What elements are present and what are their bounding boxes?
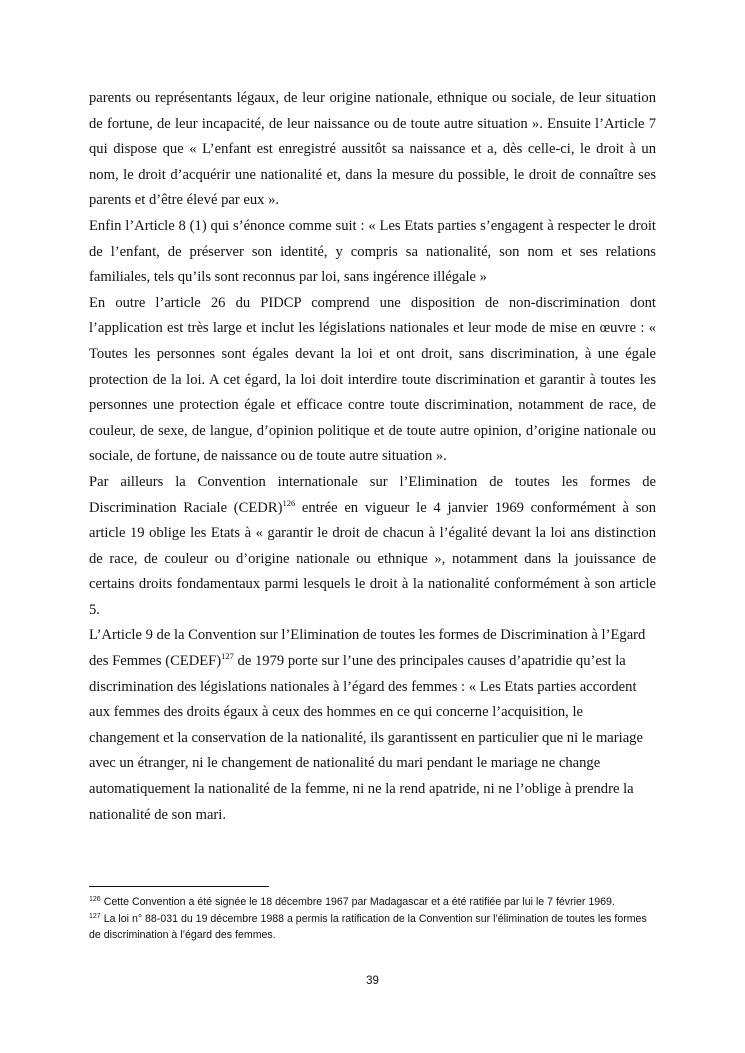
body-text <box>89 86 656 828</box>
footnotes <box>89 894 656 944</box>
paragraph-cedef <box>89 623 656 828</box>
footnote-separator <box>89 886 269 887</box>
footnote-127 <box>89 911 656 944</box>
cedr-text-end: entrée en vigueur le 4 janvier 1969 conformément à son article 19 oblige les Etats à « garantir le droit de chacun à l’égalité devant la loi ans distinction de race, de couleur ou d’origine nationale ou ethnique », notamment dans la jouissance de certains droits fondamentaux parmi lesquels le droit à la nationalité conformément à son article 5. <box>89 499 656 618</box>
cedef-text-end: de 1979 porte sur l’une des principales causes d’apatridie qu’est la discrimination des législations nationales à l’égard des femmes : « Les Etats parties accordent aux femmes des droits égaux à ceux des hommes en ce qui concerne l’acquisition, le changement et la conservation de la nationalité, ils garantissent en particulier que ni le mariage avec un étranger, ni le changement de nationalité du mari pendant le mariage ne change automatiquement la nationalité de la femme, ni ne la rend apatride, ni ne l’oblige à prendre la nationalité de son mari. <box>89 653 643 823</box>
page-number: 39 <box>366 975 379 987</box>
footnote-number: 126 <box>89 896 101 903</box>
cedr-text-start: Par ailleurs la Convention internationale sur l’Elimination de toutes les formes de Discrimination Raciale (CEDR) <box>89 473 656 516</box>
footnote-number: 127 <box>89 912 101 920</box>
footnote-text: La loi n° 88-031 du 19 décembre 1988 a permis la ratification de la Convention sur l’élimination de toutes les formes de discrimination à l’égard des femmes. <box>89 912 647 941</box>
footnote-ref-127: 127 <box>221 651 234 662</box>
paragraph-article-8: Enfin l’Article 8 (1) qui s’énonce comme suit : « Les Etats parties s’engagent à respecter le droit de l’enfant, de préserver son identité, y compris sa nationalité, son nom et ses relations familiales, tels qu’ils sont reconnus par loi, sans ingérence illégale » <box>89 217 656 286</box>
paragraph-cedr <box>89 470 656 624</box>
footnote-text: Cette Convention a été signée le 18 décembre 1967 par Madagascar et a été ratifiée par lui le 7 février 1969. <box>103 896 615 908</box>
paragraph-article-7: parents ou représentants légaux, de leur origine nationale, ethnique ou sociale, de leur situation de fortune, de leur incapacité, de leur naissance ou de toute autre situation ». Ensuite l’Article 7 qui dispose que « L’enfant est enregistré aussitôt sa naissance et a, dès celle-ci, le droit à un nom, le droit d’acquérir une nationalité et, dans la mesure du possible, le droit de connaître ses parents et d’être élevé par eux ». <box>89 90 656 209</box>
paragraph-pidcp-article-26: En outre l’article 26 du PIDCP comprend une disposition de non-discrimination dont l’application est très large et inclut les législations nationales et leur mode de mise en œuvre : « Toutes les personnes sont égales devant la loi et ont droit, sans discrimination, à une égale protection de la loi. A cet égard, la loi doit interdire toute discrimination et garantir à toutes les personnes une protection égale et efficace contre toute discrimination, notamment de race, de couleur, de sexe, de langue, d’opinion politique et de toute autre opinion, d’origine nationale ou sociale, de fortune, de naissance ou de toute autre situation ». <box>89 294 656 465</box>
footnote-126 <box>89 894 656 911</box>
footnote-ref-126: 126 <box>282 497 296 508</box>
cedef-text-start: L’Article 9 de la Convention sur l’Elimination de toutes les formes de Discrimination à l’Egard des Femmes (CEDEF) <box>89 627 646 670</box>
